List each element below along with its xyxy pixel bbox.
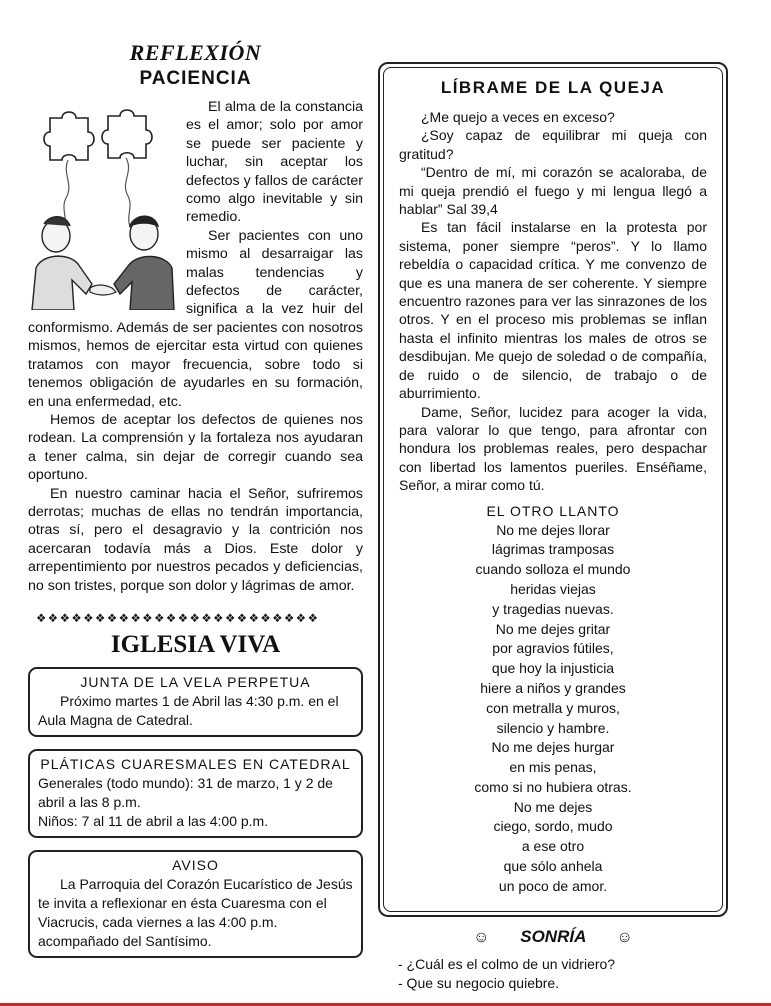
poem [399, 521, 707, 897]
poem-line: No me dejes hurgar [491, 739, 615, 756]
poem-line: que hoy la injusticia [491, 660, 615, 677]
poem-line: en mis penas, [509, 759, 597, 776]
poem-line: con metralla y muros, [486, 699, 620, 716]
librame-paragraph: Dame, Señor, lucidez para acoger la vida, para valorar lo que tengo, para afrontar con hondura los problemas reales, pero despachar con libertad los lamentos pueriles. Enséñame, Señor, a mirar como tú. [399, 403, 707, 494]
section-title-iglesia-viva: IGLESIA VIVA [110, 630, 281, 658]
right-column [378, 62, 728, 994]
notice-title: JUNTA DE LA VELA PERPETUA [80, 673, 311, 690]
librame-frame [378, 62, 728, 917]
poem-line: silencio y hambre. [496, 719, 610, 736]
poem-line: lágrimas tramposas [491, 541, 615, 558]
smiley-icon: ☺ [616, 928, 633, 946]
poem-line: un poco de amor. [498, 877, 608, 894]
notice-text: Próximo martes 1 de Abril las 4:30 p.m. en el Aula Magna de Catedral. [38, 692, 339, 728]
poem-line: No me dejes llorar [496, 521, 610, 538]
article-paragraph: Hemos de aceptar los defectos de quienes nos rodean. La comprensión y la fortaleza nos ayudaran a tener calma, sin dejar de corregir cuando sea oportuno. [28, 411, 363, 484]
poem-title: EL OTRO LLANTO [486, 502, 620, 519]
notice-text: Niños: 7 al 11 de abril a las 4:00 p.m. [38, 812, 269, 829]
diamond-divider: ❖❖❖❖❖❖❖❖❖❖❖❖❖❖❖❖❖❖❖❖❖❖❖❖ [36, 612, 320, 625]
librame-paragraph: “Dentro de mí, mi corazón se acaloraba, de mi queja prendió el fuego y mi lengua llegó a hablar” Sal 39,4 [399, 164, 707, 218]
joke-line: - Que su negocio quiebre. [398, 975, 560, 992]
puzzle-people-illustration-icon [28, 98, 178, 310]
poem-line: No me dejes [513, 798, 593, 815]
poem-line: hiere a niños y grandes [480, 679, 626, 696]
librame-paragraph: Es tan fácil instalarse en la protesta por sistema, poner siempre “peros”. Y lo llamo rebeldía o capacidad crítica. Y me convenzo de que es una manera de ser coherente. Y siempre encuentro razones para ver las sinrazones de los otros. Y en el proceso mis problemas se inflan hasta el infinito mientras los males de otros se desdibujan. Me quejo de soledad o de compañía, de ruido o de silencio, de trabajo o de aburrimiento. [399, 219, 707, 402]
librame-paragraph: ¿Me quejo a veces en exceso? [421, 109, 615, 125]
notice-text: Generales (todo mundo): 31 de marzo, 1 y 2 de abril a las 8 p.m. [38, 774, 333, 810]
librame-body [399, 108, 707, 495]
poem-line: como si no hubiera otras. [474, 778, 632, 795]
librame-title: LÍBRAME DE LA QUEJA [440, 78, 666, 97]
notice-title: PLÁTICAS CUARESMALES EN CATEDRAL [40, 755, 351, 772]
poem-line: No me dejes gritar [495, 620, 611, 637]
joke [378, 955, 728, 994]
notice-title: AVISO [172, 856, 219, 873]
article-paragraph: El alma de la constancia es el amor; solo por amor se puede ser paciente y luchar, sin aceptar los defectos y fallos de carácter como algo inevitable y sin remedio. [186, 99, 363, 226]
smiley-icon: ☺ [473, 928, 490, 946]
notice-box-aviso [28, 850, 363, 958]
poem-line: heridas viejas [510, 580, 596, 597]
poem-line: que sólo anhela [503, 858, 603, 875]
poem-line: por agravios fútiles, [492, 640, 614, 657]
article-paragraph: Ser pacientes con uno mismo al desarraigar las malas tendencias y defectos de carácter, significa a la vez huir del conformismo. Además de ser pacientes con nosotros mismos, hemos de ejercitar esta virtud con quienes tratamos con mayor frecuencia, sobre todo si tenemos obligación de ayudarles en su formación, en una enfermedad, etc. [28, 227, 363, 410]
joke-line: - ¿Cuál es el colmo de un vidriero? [398, 955, 616, 972]
section-title-reflexion: REFLEXIÓN [129, 40, 262, 65]
poem-line: ciego, sordo, mudo [493, 818, 613, 835]
article-paciencia [28, 98, 363, 595]
sonria-title: SONRÍA [520, 926, 586, 946]
librame-paragraph: ¿Soy capaz de equilibrar mi queja con gratitud? [399, 127, 707, 162]
notice-text: La Parroquia del Corazón Eucarístico de Jesús te invita a reflexionar en ésta Cuaresma con el Viacrucis, cada viernes a las 4:00 p.m. acompañado del Santísimo. [38, 875, 353, 949]
article-title: PACIENCIA [139, 68, 252, 89]
poem-line: y tragedias nuevas. [492, 600, 614, 617]
notice-box-vela-perpetua [28, 667, 363, 737]
sonria-heading [378, 927, 728, 947]
poem-line: a ese otro [521, 838, 585, 855]
article-paragraph: En nuestro caminar hacia el Señor, sufriremos derrotas; muchas de ellas no tendrán importancia, otras sí, pero el desagravio y la contrición nos acercaran todavía más a Dios. Este dolor y arrepentimiento por nuestros pecados y deficiencias, no son tristes, porque son dolor y lágrimas de amor. [28, 485, 363, 594]
left-column [28, 40, 363, 970]
notice-box-platicas [28, 749, 363, 838]
poem-line: cuando solloza el mundo [475, 561, 631, 578]
